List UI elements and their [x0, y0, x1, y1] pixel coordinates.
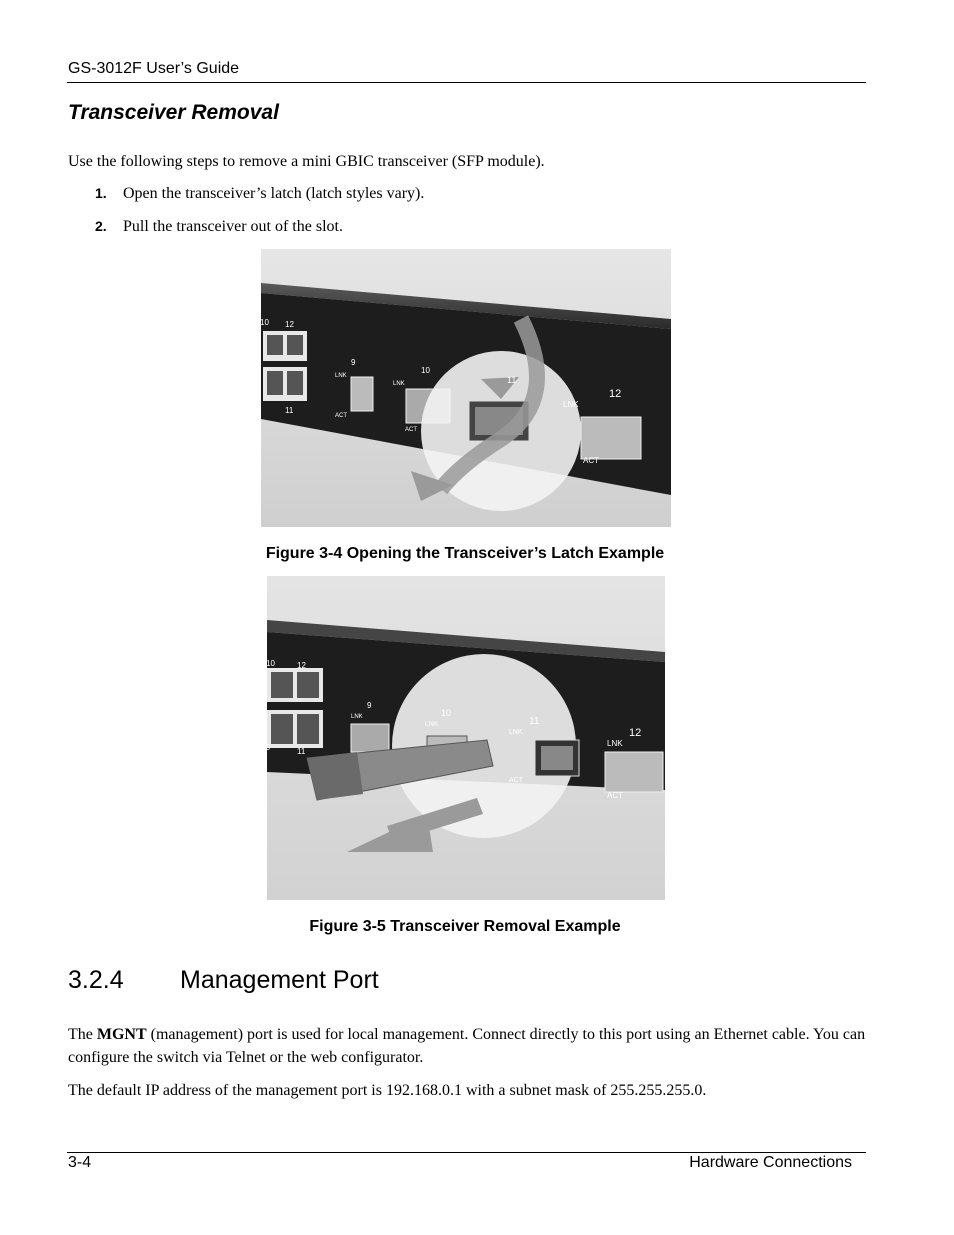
step-1	[95, 185, 424, 203]
step-number: 1.	[95, 185, 107, 201]
port-label: 11	[297, 747, 306, 756]
header-rule	[67, 82, 866, 83]
port-label: 12	[285, 320, 294, 329]
led-label-act: ACT	[607, 791, 623, 800]
figure-caption: Figure 3-5 Transceiver Removal Example	[309, 918, 621, 935]
port-label: 9	[351, 358, 356, 367]
switch-photo-removal	[267, 576, 665, 900]
subsection-title: Management Port	[180, 966, 379, 994]
text-run: The	[68, 1026, 97, 1043]
led-label-link: LNK	[335, 373, 347, 379]
paragraph-default-ip: The default IP address of the management port is 192.168.0.1 with a subnet mask of 255.255.255.0.	[68, 1082, 707, 1099]
port-label: 11	[529, 716, 540, 727]
port-label: 10	[441, 708, 452, 718]
subsection-number: 3.2.4	[68, 966, 124, 994]
page-number: 3-4	[68, 1154, 92, 1171]
led-label-link: LNK	[425, 721, 439, 728]
port-label: 10	[421, 366, 430, 375]
port-label: 12	[629, 727, 642, 739]
led-label-act: ACT	[335, 413, 347, 419]
port-label: 10	[266, 659, 275, 668]
led-label-act: ACT	[509, 777, 523, 784]
text-run: (management) port is used for local management. Connect directly to this port using an Ethernet cable. You can configure the switch via Telnet or the web configurator.	[68, 1026, 866, 1066]
led-label-link: LNK	[563, 400, 579, 409]
footer-rule	[67, 1152, 866, 1153]
led-label-link: LNK	[607, 739, 623, 748]
paragraph-mgnt	[68, 1023, 868, 1069]
led-label-link: LNK	[393, 381, 405, 387]
step-2	[95, 218, 343, 236]
figure-removal-photo	[267, 576, 665, 900]
section-title: Transceiver Removal	[68, 101, 279, 124]
port-label: 12	[609, 388, 622, 400]
chapter-title: Hardware Connections	[689, 1154, 852, 1171]
step-number: 2.	[95, 218, 107, 234]
port-label: 10	[260, 318, 269, 327]
port-label: 12	[297, 661, 306, 670]
led-label-link: LNK	[351, 714, 363, 720]
intro-paragraph: Use the following steps to remove a mini GBIC transceiver (SFP module).	[68, 153, 545, 170]
figure-caption: Figure 3-4 Opening the Transceiver’s Latch Example	[265, 545, 665, 562]
port-label: 9	[367, 701, 372, 710]
term-mgnt: MGNT	[96, 1026, 147, 1043]
switch-photo-latch	[261, 249, 671, 527]
led-label-link: LNK	[509, 729, 523, 736]
led-label-act: ACT	[405, 427, 417, 433]
led-label-act: ACT	[583, 456, 599, 465]
header-title: GS-3012F User’s Guide	[68, 60, 240, 77]
step-text: Open the transceiver’s latch (latch styles vary).	[123, 185, 425, 202]
step-text: Pull the transceiver out of the slot.	[123, 218, 343, 235]
port-label: 11	[507, 375, 517, 385]
figure-latch-photo	[261, 249, 671, 527]
port-label: 9	[266, 743, 271, 752]
port-label: 11	[285, 406, 294, 415]
